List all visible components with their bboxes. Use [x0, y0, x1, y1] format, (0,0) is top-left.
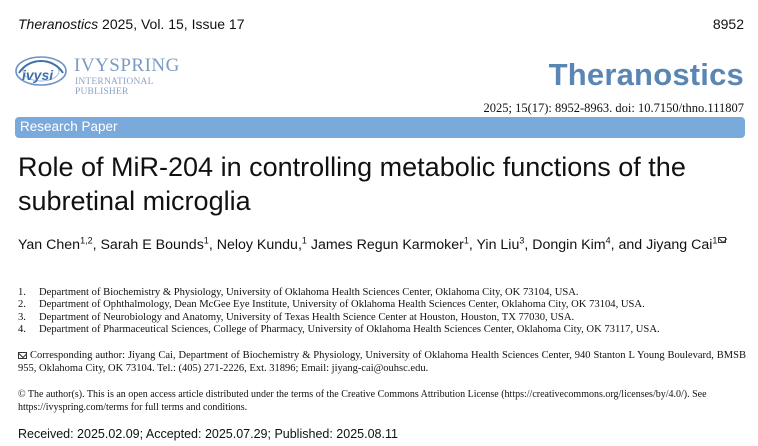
article-type: Research Paper — [20, 119, 118, 134]
affiliation-item: 2. Department of Ophthalmology, Dean McGee Eye Institute, University of Oklahoma Health Sciences Center, Oklahoma City, OK 73104, USA. — [18, 299, 645, 311]
publication-dates: Received: 2025.02.09; Accepted: 2025.07.29; Published: 2025.08.11 — [18, 427, 398, 441]
running-header-journal: Theranostics — [18, 16, 99, 32]
author: James Regun Karmoker — [310, 237, 464, 253]
affiliation-item: 4. Department of Pharmaceutical Sciences, College of Pharmacy, University of Oklahoma Health Sciences Center, Oklahoma City, OK 73117, USA. — [18, 324, 660, 336]
page-number: 8952 — [712, 16, 744, 32]
author-affil: 1 — [301, 235, 307, 246]
affiliation-item: 3. Department of Neurobiology and Anatomy, University of Texas Health Science Center at Houston, Houston, TX 77030, USA. — [18, 311, 575, 323]
author-affil: 4 — [605, 235, 611, 246]
corresponding-author: Corresponding author: Jiyang Cai, Department of Biochemistry & Physiology, University of Oklahoma Health Sciences Center, 940 Stanton L Young Boulevard, BMSB 955, Oklahoma City, OK 73104. Tel.: (405) 271-2226, Ext. 31896; Email: jiyang-cai@ouhsc.edu. — [18, 350, 746, 374]
author: Yan Chen — [18, 237, 81, 253]
affiliation-list — [18, 287, 748, 337]
citation: 2025; 15(17): 8952-8963. doi: 10.7150/thno.111807 — [483, 101, 744, 115]
license-notice: © The author(s). This is an open access article distributed under the terms of the Creative Commons Attribution License (https://creativecommons.org/licenses/by/4.0/). See https://ivyspring.com/terms for full terms and conditions. — [18, 389, 707, 413]
author-affil: 3 — [519, 235, 525, 246]
author-affil: 1,2 — [80, 235, 93, 246]
article-title: Role of MiR-204 in controlling metabolic functions of the subretinal microglia — [18, 152, 686, 216]
author: Yin Liu — [476, 237, 520, 253]
ivyspring-emblem-icon — [13, 53, 71, 89]
author-affil: 1 — [463, 235, 469, 246]
affiliation-item: 1. Department of Biochemistry & Physiology, University of Oklahoma Health Sciences Center, Oklahoma City, OK 73104, USA. — [18, 287, 579, 298]
svg-text:ivysi: ivysi — [22, 67, 54, 83]
author: Jiyang Cai — [646, 237, 713, 253]
running-header-volume: 2025, Vol. 15, Issue 17 — [98, 16, 245, 32]
article-type-banner — [15, 117, 745, 138]
author-list: Yan Chen$^{1,2}$, Sarah E Bounds$^1$, Neloy Kundu,$^1$ James Regun Karmoker$^1$, Yin Liu$^3$, Dongin Kim$^4$, and Jiyang Cai$^1$ — [18, 236, 748, 255]
author: Dongin Kim — [532, 237, 606, 253]
running-header — [18, 16, 245, 32]
author-affil: 1 — [712, 235, 718, 246]
publisher-logo — [13, 53, 193, 97]
author-affil: 1 — [203, 235, 209, 246]
author: Neloy Kundu, — [216, 237, 302, 253]
publisher-subtitle: INTERNATIONAL PUBLISHER — [75, 77, 154, 97]
publisher-name: IVYSPRING — [74, 55, 180, 76]
author: Sarah E Bounds — [100, 237, 204, 253]
envelope-icon — [718, 237, 726, 243]
envelope-icon — [18, 352, 27, 359]
journal-logo: Theranostics — [548, 57, 744, 92]
